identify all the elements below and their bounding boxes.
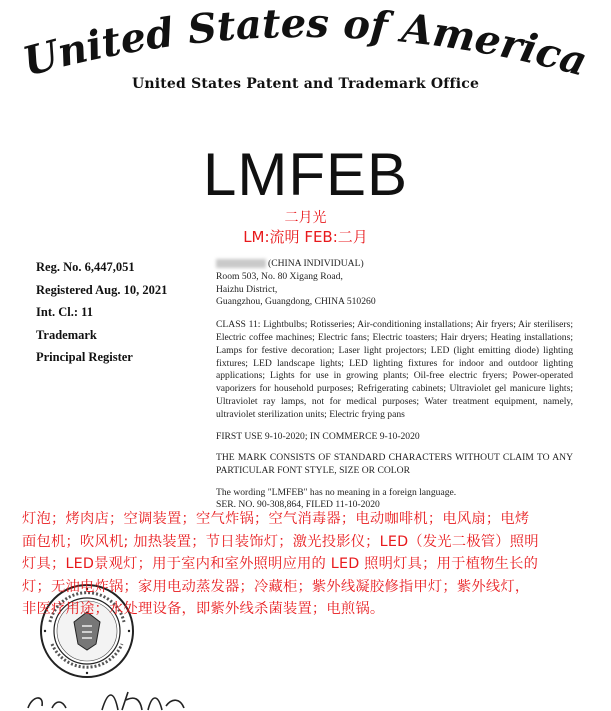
redacted-name xyxy=(216,259,266,268)
translation-statement: The wording "LMFEB" has no meaning in a foreign language. xyxy=(216,486,457,498)
mark-statement: THE MARK CONSISTS OF STANDARD CHARACTERS WITHOUT CLAIM TO ANY PARTICULAR FONT STYLE, SIZE OR COLOR xyxy=(216,452,573,477)
owner-nationality: (CHINA INDIVIDUAL) xyxy=(268,258,364,269)
trademark-wordmark: LMFEB xyxy=(202,141,409,208)
translation-line: 灯泡；烤肉店；空调装置；空气炸锅；空气消毒器；电动咖啡机；电风扇；电烤 xyxy=(22,511,530,527)
translation-line: 灯具；LED景观灯；用于室内和室外照明应用的 LED 照明灯具；用于植物生长的 xyxy=(22,556,539,572)
address-line: Room 503, No. 80 Xigang Road, xyxy=(216,270,343,282)
svg-text:United States of America xyxy=(18,0,592,86)
chinese-name-annotation: 二月光 xyxy=(284,210,327,226)
registered-date: Registered Aug. 10, 2021 xyxy=(36,282,168,297)
mark-type: Trademark xyxy=(36,327,97,342)
reg-number: Reg. No. 6,447,051 xyxy=(36,260,135,274)
director-signature xyxy=(22,686,222,711)
meaning-annotation: LM:流明 FEB:二月 xyxy=(243,228,368,246)
registration-info xyxy=(36,256,167,369)
registration-details xyxy=(216,258,573,500)
first-use: FIRST USE 9-10-2020; IN COMMERCE 9-10-2020 xyxy=(216,430,420,442)
goods-services-class: CLASS 11: Lightbulbs; Rotisseries; Air-conditioning installations; Air fryers; Air sterilisers; Electric coffee machines; Electric fans; Electric toasters; Hair dryers; Heating installations; Lamps for festive decoration; Laser light projectors; LED (light emitting diode) lighting fixtures; LED landscape lights; LED lighting fixtures for indoor and outdoor lighting applications; Lights for use in growing plants; Oil-free electric fryers; Power-operated vaporizers for household purposes; Refrigerating cabinets; Ultraviolet gel manicure lights; Ultraviolet ray lamps, not for medical purposes; Water treatment equipment, namely, ultraviolet sterilization units; Electric frying pans xyxy=(216,319,573,420)
translation-line: 非医疗用途；水处理设备，即紫外线杀菌装置；电煎锅。 xyxy=(22,601,385,617)
address-line: Guangzhou, Guangdong, CHINA 510260 xyxy=(216,296,376,308)
serial-number: SER. NO. 90-308,864, FILED 11-10-2020 xyxy=(216,499,380,510)
translation-line: 面包机；吹风机; 加热装置；节日装饰灯；激光投影仪；LED（发光二极管）照明 xyxy=(22,533,539,550)
owner-name xyxy=(216,258,573,271)
document-title xyxy=(0,0,611,120)
address-line: Haizhu District, xyxy=(216,283,278,295)
translation-line: 灯；无油电炸锅；家用电动蒸发器；冷藏柜；紫外线凝胶修指甲灯；紫外线灯， xyxy=(22,578,530,595)
chinese-translation xyxy=(22,508,594,621)
register-type: Principal Register xyxy=(36,350,133,364)
int-class: Int. Cl.: 11 xyxy=(36,305,93,319)
title-text: United States of America xyxy=(18,0,592,86)
office-name: United States Patent and Trademark Office xyxy=(131,76,480,92)
